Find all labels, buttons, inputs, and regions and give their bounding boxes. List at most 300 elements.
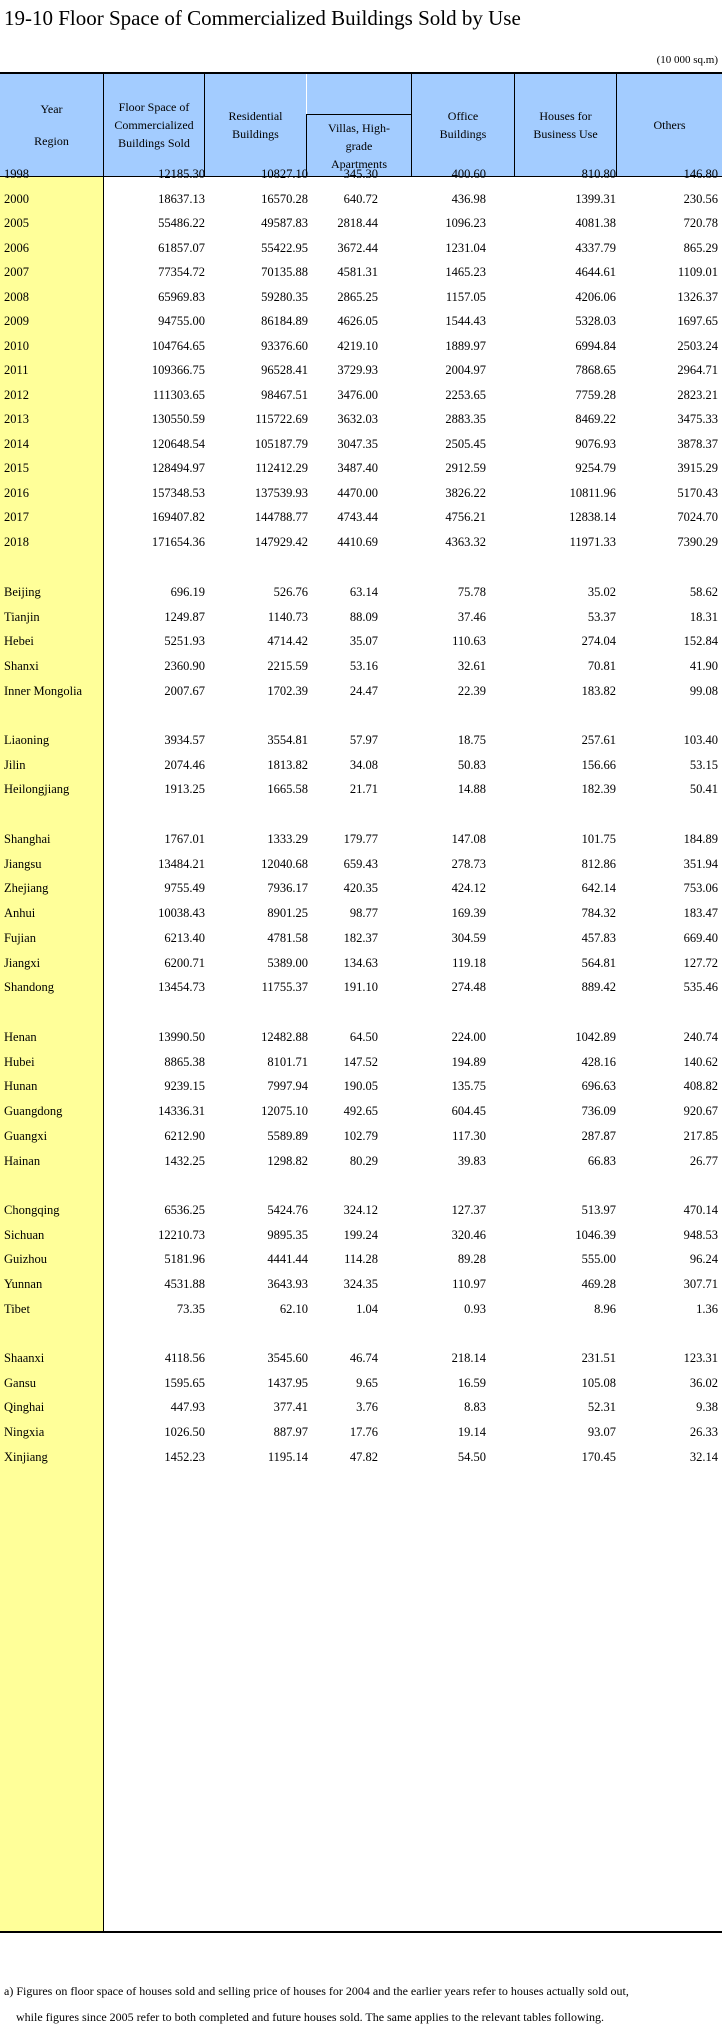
- region-row: [0, 582, 722, 602]
- total-cell: 1913.25: [164, 782, 205, 797]
- office-cell: 54.50: [457, 1449, 486, 1464]
- total-cell: 14336.31: [158, 1104, 205, 1119]
- residential-cell: 12075.10: [261, 1104, 308, 1119]
- others-cell: 146.80: [683, 167, 718, 181]
- table-bottom-border: [0, 1931, 722, 1933]
- villas-cell: 3487.40: [337, 461, 378, 475]
- others-cell: 720.78: [683, 216, 718, 230]
- office-cell: 1231.04: [445, 240, 486, 255]
- row-label: Tibet: [4, 1301, 30, 1316]
- residential-cell: 11755.37: [261, 980, 308, 995]
- office-cell: 436.98: [451, 191, 486, 206]
- total-cell: 1767.01: [164, 832, 205, 846]
- year-row: [0, 532, 722, 552]
- villas-cell: 345.30: [343, 167, 378, 181]
- villas-cell: 199.24: [343, 1227, 378, 1242]
- header-year: Year: [40, 102, 63, 116]
- page-title: 19-10 Floor Space of Commercialized Buildings Sold by Use: [4, 6, 521, 30]
- villas-cell: 47.82: [349, 1449, 378, 1464]
- total-cell: 1595.65: [164, 1375, 205, 1390]
- residential-cell: 377.41: [273, 1400, 308, 1415]
- residential-cell: 12040.68: [261, 856, 308, 871]
- row-label: 2017: [4, 510, 29, 524]
- office-cell: 194.89: [451, 1054, 486, 1069]
- row-label: 2009: [4, 314, 29, 328]
- villas-cell: 3632.03: [337, 412, 378, 426]
- residential-cell: 93376.60: [261, 338, 308, 353]
- header-divider: [411, 73, 412, 176]
- total-cell: 4118.56: [164, 1351, 205, 1365]
- total-cell: 130550.59: [151, 412, 205, 426]
- total-cell: 9239.15: [164, 1079, 205, 1094]
- villas-cell: 179.77: [343, 832, 378, 846]
- total-cell: 55486.22: [158, 216, 205, 230]
- total-cell: 104764.65: [151, 338, 205, 353]
- residential-cell: 4781.58: [267, 930, 308, 945]
- others-cell: 948.53: [683, 1227, 718, 1242]
- others-cell: 2823.21: [677, 387, 718, 402]
- total-cell: 5251.93: [164, 634, 205, 649]
- row-label: Anhui: [4, 906, 36, 921]
- villas-cell: 640.72: [343, 191, 378, 206]
- others-cell: 3475.33: [677, 412, 718, 426]
- office-cell: 1157.05: [445, 289, 486, 304]
- business-cell: 564.81: [581, 955, 616, 970]
- header-residential-upper-cell: [307, 74, 411, 114]
- others-cell: 103.40: [683, 733, 718, 747]
- total-cell: 109366.75: [151, 363, 205, 377]
- office-cell: 224.00: [451, 1030, 486, 1044]
- unit-label: (10 000 sq.m): [656, 54, 718, 66]
- year-row: [0, 238, 722, 258]
- residential-cell: 70135.88: [261, 265, 308, 279]
- total-cell: 169407.82: [151, 510, 205, 524]
- others-cell: 96.24: [689, 1252, 718, 1267]
- business-cell: 9254.79: [575, 461, 616, 475]
- residential-cell: 887.97: [273, 1425, 308, 1440]
- office-cell: 2912.59: [445, 461, 486, 475]
- total-cell: 157348.53: [151, 485, 205, 500]
- villas-cell: 53.16: [349, 659, 378, 674]
- total-cell: 73.35: [176, 1301, 205, 1316]
- business-cell: 70.81: [587, 659, 616, 674]
- business-cell: 428.16: [581, 1054, 616, 1069]
- business-cell: 1399.31: [575, 191, 616, 206]
- villas-cell: 2818.44: [337, 216, 378, 230]
- total-cell: 5181.96: [164, 1252, 205, 1267]
- row-label: Inner Mongolia: [4, 683, 83, 698]
- villas-cell: 4219.10: [337, 338, 378, 353]
- business-cell: 810.80: [581, 167, 616, 181]
- villas-cell: 191.10: [343, 980, 378, 995]
- villas-cell: 134.63: [343, 955, 378, 970]
- region-row: [0, 1126, 722, 1146]
- others-cell: 127.72: [683, 955, 718, 970]
- villas-cell: 34.08: [349, 757, 378, 772]
- villas-cell: 98.77: [349, 906, 378, 921]
- row-label: Liaoning: [4, 733, 50, 747]
- villas-cell: 4626.05: [337, 314, 378, 328]
- residential-cell: 5589.89: [267, 1128, 308, 1143]
- total-cell: 77354.72: [158, 265, 205, 279]
- others-cell: 753.06: [683, 881, 718, 896]
- villas-cell: 80.29: [349, 1153, 378, 1168]
- business-cell: 287.87: [581, 1128, 616, 1143]
- row-label: 1998: [4, 167, 29, 181]
- business-cell: 9076.93: [575, 436, 616, 451]
- business-cell: 8469.22: [575, 412, 616, 426]
- office-cell: 2505.45: [445, 436, 486, 451]
- business-cell: 5328.03: [575, 314, 616, 328]
- others-cell: 26.77: [689, 1153, 718, 1168]
- business-cell: 12838.14: [569, 510, 616, 524]
- region-row: [0, 1052, 722, 1072]
- residential-cell: 16570.28: [261, 191, 308, 206]
- row-label: 2006: [4, 240, 29, 255]
- year-row: [0, 287, 722, 307]
- region-row: [0, 631, 722, 651]
- others-cell: 669.40: [683, 930, 718, 945]
- office-cell: 278.73: [451, 856, 486, 871]
- total-cell: 10038.43: [158, 906, 205, 921]
- row-label: Shanxi: [4, 659, 39, 674]
- business-cell: 183.82: [581, 683, 616, 698]
- others-cell: 230.56: [683, 191, 718, 206]
- total-cell: 12210.73: [158, 1227, 205, 1242]
- others-cell: 140.62: [683, 1054, 718, 1069]
- villas-cell: 1.04: [356, 1301, 378, 1316]
- villas-cell: 190.05: [343, 1079, 378, 1094]
- villas-cell: 3476.00: [337, 387, 378, 402]
- row-label: 2011: [4, 363, 29, 377]
- business-cell: 53.37: [587, 609, 616, 624]
- office-cell: 16.59: [457, 1375, 486, 1390]
- office-cell: 18.75: [457, 733, 486, 747]
- business-cell: 736.09: [581, 1104, 616, 1119]
- residential-cell: 55422.95: [261, 240, 308, 255]
- row-label: Ningxia: [4, 1425, 45, 1440]
- total-cell: 6536.25: [164, 1203, 205, 1217]
- others-cell: 9.38: [696, 1400, 718, 1415]
- office-cell: 8.83: [464, 1400, 486, 1415]
- residential-cell: 5389.00: [267, 955, 308, 970]
- others-cell: 5170.43: [677, 485, 718, 500]
- others-cell: 535.46: [683, 980, 718, 995]
- region-row: [0, 928, 722, 948]
- business-cell: 4644.61: [575, 265, 616, 279]
- villas-cell: 9.65: [356, 1375, 378, 1390]
- residential-cell: 147929.42: [254, 534, 308, 549]
- office-cell: 4363.32: [445, 534, 486, 549]
- residential-cell: 1140.73: [267, 609, 308, 624]
- region-row: [0, 755, 722, 775]
- row-label: Jiangsu: [4, 856, 42, 871]
- office-cell: 2883.35: [445, 412, 486, 426]
- total-cell: 94755.00: [158, 314, 205, 328]
- office-cell: 4756.21: [445, 510, 486, 524]
- total-cell: 128494.97: [151, 461, 205, 475]
- office-cell: 110.63: [452, 634, 486, 649]
- villas-cell: 3.76: [356, 1400, 378, 1415]
- total-cell: 1452.23: [164, 1449, 205, 1464]
- region-row: [0, 656, 722, 676]
- region-row: [0, 1076, 722, 1096]
- row-label: Tianjin: [4, 609, 40, 624]
- villas-cell: 3672.44: [337, 240, 378, 255]
- row-label: Qinghai: [4, 1400, 45, 1415]
- business-cell: 4081.38: [575, 216, 616, 230]
- office-cell: 0.93: [464, 1301, 486, 1316]
- office-cell: 14.88: [457, 782, 486, 797]
- office-cell: 110.97: [452, 1277, 486, 1292]
- others-cell: 217.85: [683, 1128, 718, 1143]
- total-cell: 1249.87: [164, 609, 205, 624]
- row-label: Zhejiang: [4, 881, 49, 896]
- header-divider: [204, 73, 205, 176]
- header-divider: [616, 73, 617, 176]
- residential-cell: 1702.39: [267, 683, 308, 698]
- row-label: Jiangxi: [4, 955, 41, 970]
- residential-cell: 5424.76: [267, 1203, 308, 1217]
- total-cell: 6200.71: [164, 955, 205, 970]
- others-cell: 3915.29: [677, 461, 718, 475]
- office-cell: 169.39: [451, 906, 486, 921]
- row-label: Shaanxi: [4, 1351, 45, 1365]
- region-row: [0, 681, 722, 701]
- year-row: [0, 360, 722, 380]
- others-cell: 1326.37: [677, 289, 718, 304]
- villas-cell: 3047.35: [337, 436, 378, 451]
- row-label: Guangxi: [4, 1128, 48, 1143]
- office-cell: 1465.23: [445, 265, 486, 279]
- header-divider: [514, 73, 515, 176]
- region-row: [0, 977, 722, 997]
- total-cell: 1432.25: [164, 1153, 205, 1168]
- total-cell: 3934.57: [164, 733, 205, 747]
- office-cell: 75.78: [457, 585, 486, 599]
- others-cell: 351.94: [683, 856, 718, 871]
- residential-cell: 59280.35: [261, 289, 308, 304]
- villas-cell: 46.74: [349, 1351, 378, 1365]
- row-label: Hubei: [4, 1054, 35, 1069]
- region-row: [0, 1200, 722, 1220]
- others-cell: 240.74: [683, 1030, 718, 1044]
- business-cell: 7868.65: [575, 363, 616, 377]
- office-cell: 22.39: [457, 683, 486, 698]
- header-total: Floor Space of Commercialized Buildings Sold: [104, 74, 204, 176]
- office-cell: 2004.97: [445, 363, 486, 377]
- row-label: Chongqing: [4, 1203, 60, 1217]
- region-row: [0, 1225, 722, 1245]
- header-others: Others: [617, 74, 722, 176]
- row-label: Hebei: [4, 634, 34, 649]
- region-row: [0, 1373, 722, 1393]
- others-cell: 184.89: [683, 832, 718, 846]
- others-cell: 50.41: [689, 782, 718, 797]
- region-row: [0, 607, 722, 627]
- total-cell: 8865.38: [164, 1054, 205, 1069]
- office-cell: 135.75: [451, 1079, 486, 1094]
- total-cell: 111303.65: [152, 387, 205, 402]
- villas-cell: 17.76: [349, 1425, 378, 1440]
- residential-cell: 12482.88: [261, 1030, 308, 1044]
- row-label: 2008: [4, 289, 29, 304]
- region-row: [0, 1027, 722, 1047]
- others-cell: 865.29: [683, 240, 718, 255]
- header-villas: Villas, High-grade Apartments: [307, 115, 411, 176]
- residential-cell: 137539.93: [254, 485, 308, 500]
- others-cell: 2503.24: [677, 338, 718, 353]
- year-row: [0, 311, 722, 331]
- others-cell: 408.82: [683, 1079, 718, 1094]
- residential-cell: 7997.94: [267, 1079, 308, 1094]
- office-cell: 1096.23: [445, 216, 486, 230]
- total-cell: 13990.50: [158, 1030, 205, 1044]
- region-row: [0, 1348, 722, 1368]
- total-cell: 2360.90: [164, 659, 205, 674]
- office-cell: 304.59: [451, 930, 486, 945]
- business-cell: 170.45: [581, 1449, 616, 1464]
- business-cell: 93.07: [587, 1425, 616, 1440]
- business-cell: 52.31: [587, 1400, 616, 1415]
- residential-cell: 1298.82: [267, 1153, 308, 1168]
- villas-cell: 4581.31: [337, 265, 378, 279]
- villas-cell: 2865.25: [337, 289, 378, 304]
- business-cell: 101.75: [581, 832, 616, 846]
- office-cell: 2253.65: [445, 387, 486, 402]
- region-row: [0, 1397, 722, 1417]
- business-cell: 6994.84: [575, 338, 616, 353]
- villas-cell: 21.71: [349, 782, 378, 797]
- row-label: 2005: [4, 216, 29, 230]
- others-cell: 53.15: [689, 757, 718, 772]
- business-cell: 105.08: [581, 1375, 616, 1390]
- office-cell: 50.83: [457, 757, 486, 772]
- residential-cell: 1195.14: [267, 1449, 308, 1464]
- region-row: [0, 779, 722, 799]
- total-cell: 2074.46: [164, 757, 205, 772]
- office-cell: 127.37: [451, 1203, 486, 1217]
- total-cell: 13454.73: [158, 980, 205, 995]
- year-row: [0, 262, 722, 282]
- others-cell: 2964.71: [677, 363, 718, 377]
- region-row: [0, 1447, 722, 1467]
- others-cell: 18.31: [689, 609, 718, 624]
- row-label: 2015: [4, 461, 29, 475]
- office-cell: 32.61: [457, 659, 486, 674]
- row-label: 2000: [4, 191, 29, 206]
- others-cell: 183.47: [683, 906, 718, 921]
- row-label: Guizhou: [4, 1252, 48, 1267]
- region-row: [0, 854, 722, 874]
- header-office: Office Buildings: [412, 74, 514, 176]
- year-row: [0, 189, 722, 209]
- business-cell: 7759.28: [575, 387, 616, 402]
- others-cell: 32.14: [689, 1449, 718, 1464]
- residential-cell: 98467.51: [261, 387, 308, 402]
- villas-cell: 492.65: [343, 1104, 378, 1119]
- total-cell: 65969.83: [158, 289, 205, 304]
- residential-cell: 86184.89: [261, 314, 308, 328]
- residential-cell: 8101.71: [267, 1054, 308, 1069]
- row-label: Heilongjiang: [4, 782, 70, 797]
- business-cell: 513.97: [581, 1203, 616, 1217]
- header-subdivider: [306, 114, 412, 115]
- business-cell: 1042.89: [575, 1030, 616, 1044]
- region-row: [0, 1249, 722, 1269]
- villas-cell: 182.37: [343, 930, 378, 945]
- business-cell: 4206.06: [575, 289, 616, 304]
- row-label: Hunan: [4, 1079, 38, 1094]
- office-cell: 3826.22: [445, 485, 486, 500]
- office-cell: 89.28: [457, 1252, 486, 1267]
- residential-cell: 1333.29: [267, 832, 308, 846]
- region-row: [0, 1151, 722, 1171]
- row-label: 2010: [4, 338, 29, 353]
- business-cell: 1046.39: [575, 1227, 616, 1242]
- row-label: Shanghai: [4, 832, 51, 846]
- business-cell: 257.61: [581, 733, 616, 747]
- row-label: 2007: [4, 265, 29, 279]
- total-cell: 6213.40: [164, 930, 205, 945]
- others-cell: 26.33: [689, 1425, 718, 1440]
- region-row: [0, 829, 722, 849]
- total-cell: 171654.36: [151, 534, 205, 549]
- residential-cell: 4714.42: [267, 634, 308, 649]
- office-cell: 37.46: [457, 609, 486, 624]
- others-cell: 1.36: [696, 1301, 718, 1316]
- row-label: Hainan: [4, 1153, 41, 1168]
- villas-cell: 88.09: [349, 609, 378, 624]
- others-cell: 307.71: [683, 1277, 718, 1292]
- office-cell: 19.14: [457, 1425, 486, 1440]
- total-cell: 447.93: [170, 1400, 205, 1415]
- others-cell: 7024.70: [677, 510, 718, 524]
- business-cell: 231.51: [581, 1351, 616, 1365]
- others-cell: 1109.01: [677, 265, 718, 279]
- row-label: Fujian: [4, 930, 36, 945]
- business-cell: 66.83: [587, 1153, 616, 1168]
- business-cell: 469.28: [581, 1277, 616, 1292]
- villas-cell: 4743.44: [337, 510, 378, 524]
- row-label: Xinjiang: [4, 1449, 48, 1464]
- villas-cell: 24.47: [349, 683, 378, 698]
- villas-cell: 324.35: [343, 1277, 378, 1292]
- footnote-line-2: while figures since 2005 refer to both completed and future houses sold. The same applies to the relevant tables following.: [16, 2010, 604, 2024]
- row-label: Yunnan: [4, 1277, 43, 1292]
- footnote-line-1: a) Figures on floor space of houses sold and selling price of houses for 2004 and the earlier years refer to houses actually sold out,: [4, 1984, 629, 1998]
- villas-cell: 102.79: [343, 1128, 378, 1143]
- villas-cell: 3729.93: [337, 363, 378, 377]
- others-cell: 99.08: [689, 683, 718, 698]
- year-row: [0, 483, 722, 503]
- row-label: Sichuan: [4, 1227, 45, 1242]
- business-cell: 812.86: [581, 856, 616, 871]
- others-cell: 470.14: [683, 1203, 718, 1217]
- office-cell: 424.12: [451, 881, 486, 896]
- others-cell: 1697.65: [677, 314, 718, 328]
- office-cell: 39.83: [457, 1153, 486, 1168]
- total-cell: 9755.49: [164, 881, 205, 896]
- office-cell: 1889.97: [445, 338, 486, 353]
- row-label: Guangdong: [4, 1104, 63, 1119]
- region-row: [0, 1274, 722, 1294]
- villas-cell: 324.12: [343, 1203, 378, 1217]
- total-cell: 2007.67: [164, 683, 205, 698]
- office-cell: 604.45: [451, 1104, 486, 1119]
- region-row: [0, 878, 722, 898]
- total-cell: 696.19: [170, 585, 205, 599]
